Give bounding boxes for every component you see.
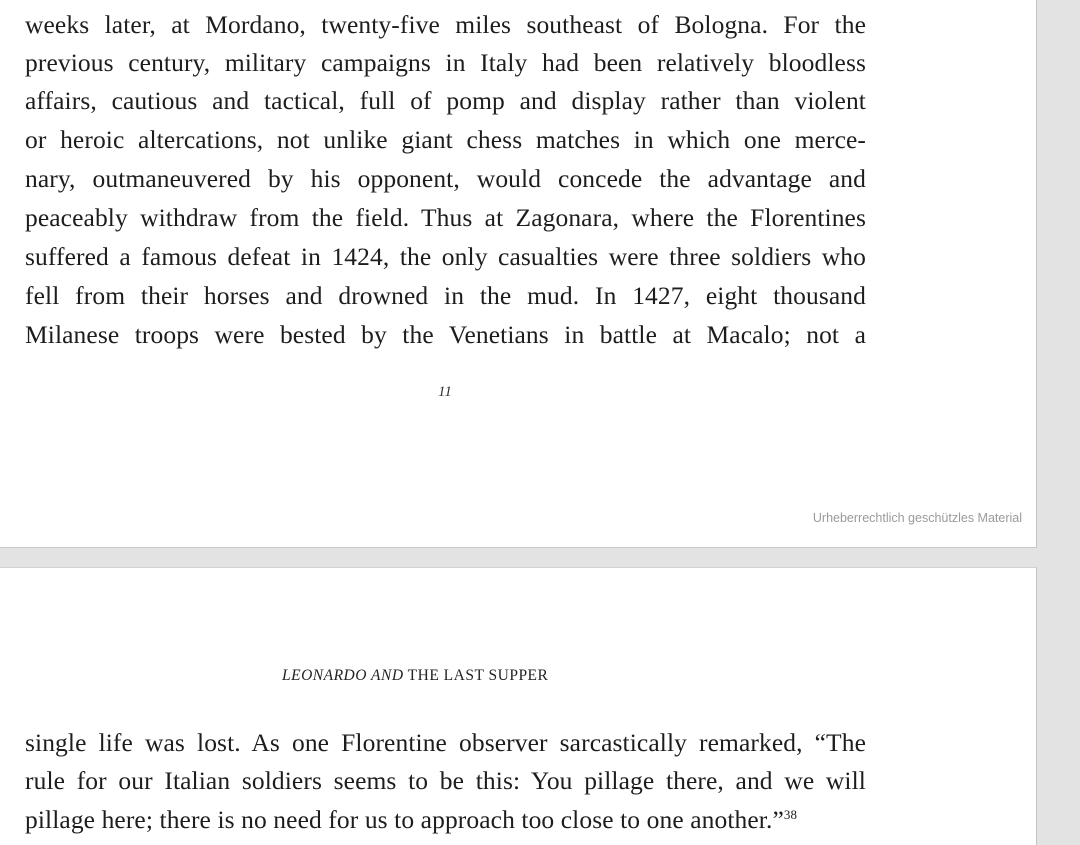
text-line: nary, outmaneuvered by his opponent, would concede the advantage and <box>25 164 866 193</box>
copyright-watermark: Urheberrechtlich geschützles Material <box>812 511 1022 525</box>
running-head-italic: LEONARDO AND <box>282 667 404 684</box>
text-line: affairs, cautious and tactical, full of pomp and display rather than violent <box>25 86 866 115</box>
footnote-reference[interactable]: 38 <box>783 807 798 822</box>
text-line: Milanese troops were bested by the Venetians in battle at Macalo; not a <box>25 320 866 349</box>
text-line: fell from their horses and drowned in the mud. In 1427, eight thousand <box>25 281 866 310</box>
text-line <box>25 801 797 839</box>
text-line: suffered a famous defeat in 1424, the only casualties were three soldiers who <box>25 242 866 271</box>
text-line: single life was lost. As one Florentine observer sarcastically remarked, “The <box>25 728 866 757</box>
page-number: 11 <box>438 384 452 400</box>
text-line-content: pillage here; there is no need for us to approach too close to one another.” <box>25 805 784 834</box>
text-line: rule for our Italian soldiers seems to be this: You pillage there, and we will <box>25 766 866 795</box>
running-head <box>282 667 548 685</box>
text-line: weeks later, at Mordano, twenty-five miles southeast of Bologna. For the <box>25 10 866 39</box>
text-line: peaceably withdraw from the field. Thus at Zagonara, where the Florentines <box>25 203 866 232</box>
text-line: or heroic altercations, not unlike giant chess matches in which one merce- <box>25 125 866 154</box>
book-page-12 <box>0 567 1037 845</box>
running-head-roman: THE LAST SUPPER <box>407 667 549 684</box>
text-line: previous century, military campaigns in Italy had been relatively bloodless <box>25 48 866 77</box>
